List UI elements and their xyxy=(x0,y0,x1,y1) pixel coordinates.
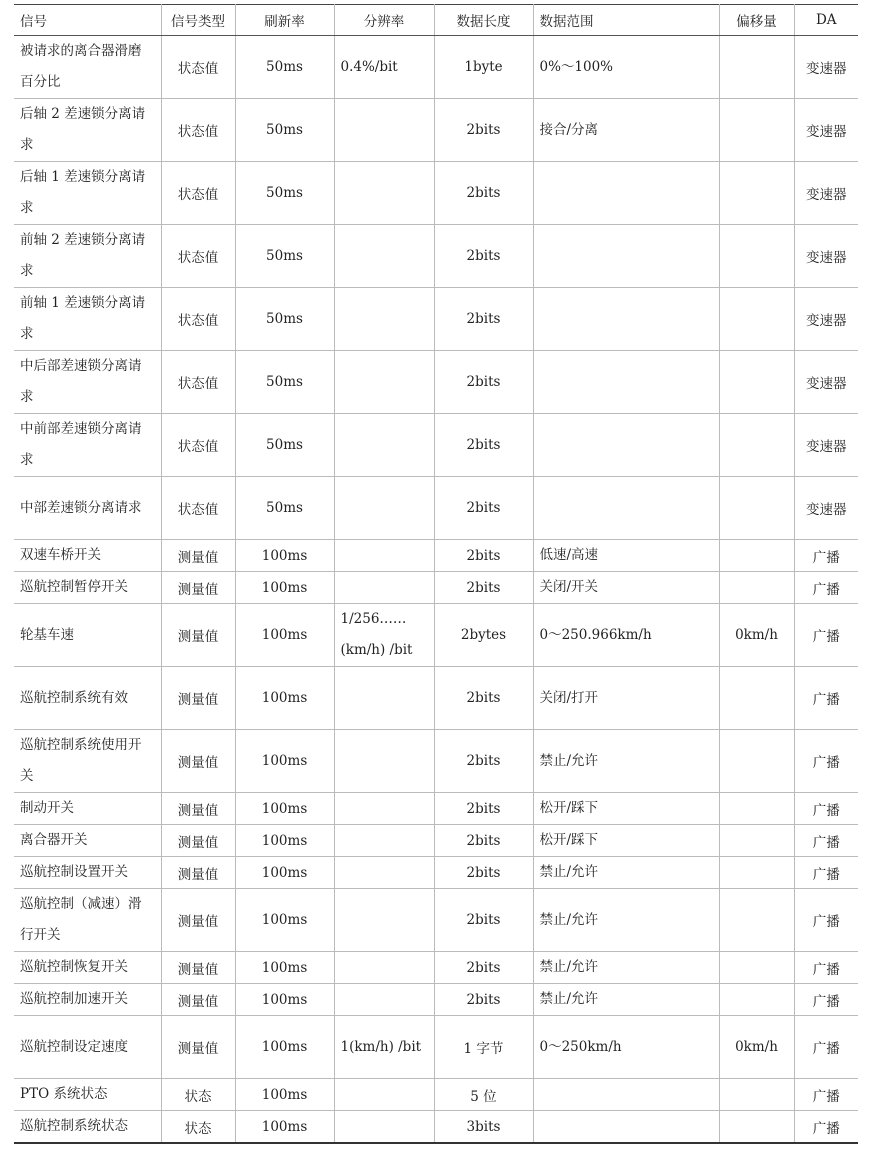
cell-data-range: 0%～100% xyxy=(533,36,719,99)
cell-refresh-rate: 100ms xyxy=(235,540,334,572)
cell-data-range xyxy=(533,351,719,414)
table-row xyxy=(14,1016,858,1079)
cell-signal-type: 测量值 xyxy=(161,604,235,667)
cell-data-range: 禁止/允许 xyxy=(533,984,719,1016)
cell-da: 变速器 xyxy=(794,351,858,414)
cell-signal-type: 测量值 xyxy=(161,667,235,730)
signal-table-container xyxy=(14,4,858,1144)
cell-data-range xyxy=(533,288,719,351)
cell-offset xyxy=(719,667,794,730)
cell-offset xyxy=(719,540,794,572)
cell-offset xyxy=(719,825,794,857)
table-row xyxy=(14,604,858,667)
cell-da: 广播 xyxy=(794,604,858,667)
cell-resolution xyxy=(334,667,434,730)
cell-data-length: 2bits xyxy=(434,730,533,793)
cell-offset xyxy=(719,414,794,477)
signal-table xyxy=(14,4,858,1144)
cell-offset xyxy=(719,952,794,984)
cell-signal: PTO 系统状态 xyxy=(20,1086,108,1102)
cell-signal: 巡航控制系统使用开关 xyxy=(20,737,142,784)
cell-refresh-rate: 100ms xyxy=(235,952,334,984)
cell-data-range: 低速/高速 xyxy=(533,540,719,572)
cell-signal-type: 状态值 xyxy=(161,162,235,225)
table-row xyxy=(14,1111,858,1144)
cell-data-length: 1 字节 xyxy=(434,1016,533,1079)
cell-data-range: 禁止/允许 xyxy=(533,730,719,793)
cell-resolution xyxy=(334,477,434,540)
cell-da: 广播 xyxy=(794,572,858,604)
cell-refresh-rate: 100ms xyxy=(235,857,334,889)
table-row xyxy=(14,162,858,225)
cell-data-length: 2bits xyxy=(434,667,533,730)
cell-refresh-rate: 100ms xyxy=(235,1111,334,1144)
cell-refresh-rate: 100ms xyxy=(235,793,334,825)
cell-refresh-rate: 50ms xyxy=(235,288,334,351)
cell-data-range: 松开/踩下 xyxy=(533,793,719,825)
table-row xyxy=(14,825,858,857)
cell-signal-type: 状态值 xyxy=(161,99,235,162)
cell-resolution xyxy=(334,889,434,952)
cell-signal: 双速车桥开关 xyxy=(20,547,101,563)
cell-signal-type: 测量值 xyxy=(161,793,235,825)
cell-resolution xyxy=(334,572,434,604)
cell-refresh-rate: 100ms xyxy=(235,572,334,604)
cell-data-length: 2bits xyxy=(434,572,533,604)
cell-data-length: 2bits xyxy=(434,477,533,540)
cell-da: 广播 xyxy=(794,667,858,730)
cell-data-range: 禁止/允许 xyxy=(533,952,719,984)
cell-resolution xyxy=(334,984,434,1016)
table-row xyxy=(14,540,858,572)
cell-offset xyxy=(719,225,794,288)
cell-data-length: 2bits xyxy=(434,288,533,351)
table-row xyxy=(14,351,858,414)
cell-refresh-rate: 50ms xyxy=(235,36,334,99)
cell-da: 广播 xyxy=(794,889,858,952)
cell-refresh-rate: 50ms xyxy=(235,99,334,162)
cell-data-range: 禁止/允许 xyxy=(533,889,719,952)
table-row xyxy=(14,793,858,825)
cell-signal: 巡航控制恢复开关 xyxy=(20,959,128,975)
cell-data-length: 2bits xyxy=(434,825,533,857)
cell-data-length: 2bits xyxy=(434,540,533,572)
header-da: DA xyxy=(794,5,858,36)
cell-signal-type: 状态 xyxy=(161,1079,235,1111)
cell-resolution xyxy=(334,288,434,351)
cell-refresh-rate: 100ms xyxy=(235,825,334,857)
cell-signal-type: 测量值 xyxy=(161,572,235,604)
cell-signal: 巡航控制（减速）滑行开关 xyxy=(20,896,142,943)
cell-signal: 巡航控制系统有效 xyxy=(20,689,128,706)
cell-offset xyxy=(719,288,794,351)
cell-refresh-rate: 50ms xyxy=(235,351,334,414)
table-row xyxy=(14,857,858,889)
table-row xyxy=(14,225,858,288)
cell-resolution xyxy=(334,225,434,288)
cell-refresh-rate: 50ms xyxy=(235,225,334,288)
cell-data-length: 2bits xyxy=(434,99,533,162)
cell-resolution xyxy=(334,730,434,793)
cell-signal-type: 状态 xyxy=(161,1111,235,1144)
cell-offset xyxy=(719,351,794,414)
cell-offset xyxy=(719,730,794,793)
cell-offset xyxy=(719,572,794,604)
cell-da: 广播 xyxy=(794,984,858,1016)
cell-data-range: 接合/分离 xyxy=(533,99,719,162)
cell-resolution xyxy=(334,162,434,225)
cell-signal: 前轴 1 差速锁分离请求 xyxy=(20,295,146,342)
cell-resolution xyxy=(334,793,434,825)
cell-signal: 中部差速锁分离请求 xyxy=(20,499,142,516)
cell-offset xyxy=(719,857,794,889)
cell-resolution xyxy=(334,1079,434,1111)
cell-da: 广播 xyxy=(794,825,858,857)
header-signal: 信号 xyxy=(14,5,161,36)
table-row xyxy=(14,477,858,540)
cell-signal-type: 测量值 xyxy=(161,825,235,857)
cell-signal-type: 状态值 xyxy=(161,225,235,288)
cell-offset xyxy=(719,889,794,952)
cell-da: 广播 xyxy=(794,857,858,889)
cell-resolution: 1/256……(km/h) /bit xyxy=(334,604,434,667)
cell-resolution xyxy=(334,540,434,572)
cell-signal: 中后部差速锁分离请求 xyxy=(20,358,142,405)
cell-data-range: 松开/踩下 xyxy=(533,825,719,857)
cell-signal: 巡航控制暂停开关 xyxy=(20,579,128,595)
table-row xyxy=(14,414,858,477)
cell-data-range: 关闭/开关 xyxy=(533,572,719,604)
cell-signal: 轮基车速 xyxy=(20,626,74,643)
cell-signal-type: 测量值 xyxy=(161,952,235,984)
cell-offset xyxy=(719,793,794,825)
cell-resolution xyxy=(334,1111,434,1144)
cell-offset xyxy=(719,162,794,225)
cell-data-length: 2bits xyxy=(434,984,533,1016)
table-row xyxy=(14,1079,858,1111)
header-resolution: 分辨率 xyxy=(334,5,434,36)
cell-resolution xyxy=(334,414,434,477)
cell-refresh-rate: 100ms xyxy=(235,1079,334,1111)
table-header-row xyxy=(14,5,858,36)
cell-da: 广播 xyxy=(794,540,858,572)
cell-offset xyxy=(719,477,794,540)
cell-signal-type: 测量值 xyxy=(161,730,235,793)
cell-data-length: 2bits xyxy=(434,889,533,952)
cell-data-range xyxy=(533,225,719,288)
cell-da: 变速器 xyxy=(794,288,858,351)
cell-refresh-rate: 100ms xyxy=(235,889,334,952)
cell-signal: 后轴 2 差速锁分离请求 xyxy=(20,106,146,153)
header-signal-type: 信号类型 xyxy=(161,5,235,36)
cell-data-range xyxy=(533,1079,719,1111)
table-row xyxy=(14,36,858,99)
cell-signal: 巡航控制加速开关 xyxy=(20,991,128,1007)
table-row xyxy=(14,667,858,730)
cell-data-range xyxy=(533,414,719,477)
cell-da: 广播 xyxy=(794,1016,858,1079)
cell-da: 变速器 xyxy=(794,414,858,477)
cell-refresh-rate: 100ms xyxy=(235,667,334,730)
cell-da: 变速器 xyxy=(794,36,858,99)
cell-da: 变速器 xyxy=(794,225,858,288)
cell-refresh-rate: 100ms xyxy=(235,984,334,1016)
cell-resolution xyxy=(334,952,434,984)
table-row xyxy=(14,572,858,604)
cell-resolution xyxy=(334,857,434,889)
cell-data-range: 禁止/允许 xyxy=(533,857,719,889)
cell-resolution xyxy=(334,99,434,162)
table-row xyxy=(14,889,858,952)
cell-data-range: 0～250km/h xyxy=(533,1016,719,1079)
cell-signal: 前轴 2 差速锁分离请求 xyxy=(20,232,146,279)
cell-signal-type: 测量值 xyxy=(161,540,235,572)
cell-signal: 巡航控制系统状态 xyxy=(20,1118,128,1134)
cell-data-length: 2bits xyxy=(434,857,533,889)
cell-signal-type: 测量值 xyxy=(161,1016,235,1079)
cell-da: 变速器 xyxy=(794,162,858,225)
table-row xyxy=(14,288,858,351)
cell-da: 广播 xyxy=(794,1111,858,1144)
cell-offset: 0km/h xyxy=(719,604,794,667)
cell-offset xyxy=(719,36,794,99)
cell-refresh-rate: 50ms xyxy=(235,477,334,540)
cell-signal: 巡航控制设定速度 xyxy=(20,1038,128,1055)
cell-data-length: 2bits xyxy=(434,351,533,414)
table-row xyxy=(14,730,858,793)
cell-resolution: 1(km/h) /bit xyxy=(334,1016,434,1079)
cell-data-range xyxy=(533,477,719,540)
cell-signal: 中前部差速锁分离请求 xyxy=(20,421,142,468)
header-data-length: 数据长度 xyxy=(434,5,533,36)
cell-data-length: 2bits xyxy=(434,162,533,225)
cell-da: 变速器 xyxy=(794,477,858,540)
header-refresh-rate: 刷新率 xyxy=(235,5,334,36)
cell-data-length: 5 位 xyxy=(434,1079,533,1111)
cell-offset xyxy=(719,1111,794,1144)
cell-data-length: 2bits xyxy=(434,414,533,477)
cell-signal-type: 状态值 xyxy=(161,351,235,414)
cell-data-length: 1byte xyxy=(434,36,533,99)
header-data-range: 数据范围 xyxy=(533,5,719,36)
cell-resolution: 0.4%/bit xyxy=(334,36,434,99)
cell-signal-type: 状态值 xyxy=(161,477,235,540)
cell-data-range: 关闭/打开 xyxy=(533,667,719,730)
header-offset: 偏移量 xyxy=(719,5,794,36)
cell-signal-type: 状态值 xyxy=(161,414,235,477)
cell-data-length: 2bits xyxy=(434,793,533,825)
cell-refresh-rate: 50ms xyxy=(235,414,334,477)
cell-signal-type: 状态值 xyxy=(161,288,235,351)
cell-da: 广播 xyxy=(794,730,858,793)
cell-data-length: 2bits xyxy=(434,952,533,984)
cell-offset xyxy=(719,99,794,162)
cell-da: 广播 xyxy=(794,1079,858,1111)
cell-data-length: 3bits xyxy=(434,1111,533,1144)
cell-offset xyxy=(719,984,794,1016)
cell-refresh-rate: 100ms xyxy=(235,1016,334,1079)
cell-data-length: 2bits xyxy=(434,225,533,288)
cell-da: 变速器 xyxy=(794,99,858,162)
cell-resolution xyxy=(334,351,434,414)
cell-da: 广播 xyxy=(794,952,858,984)
cell-data-range xyxy=(533,1111,719,1144)
cell-signal-type: 测量值 xyxy=(161,857,235,889)
cell-signal: 被请求的离合器滑磨百分比 xyxy=(20,43,142,90)
table-row xyxy=(14,952,858,984)
cell-data-range: 0～250.966km/h xyxy=(533,604,719,667)
cell-signal: 巡航控制设置开关 xyxy=(20,864,128,880)
cell-data-length: 2bytes xyxy=(434,604,533,667)
cell-signal-type: 测量值 xyxy=(161,984,235,1016)
table-row xyxy=(14,984,858,1016)
cell-signal-type: 测量值 xyxy=(161,889,235,952)
cell-data-range xyxy=(533,162,719,225)
cell-signal: 后轴 1 差速锁分离请求 xyxy=(20,169,146,216)
cell-refresh-rate: 100ms xyxy=(235,604,334,667)
cell-signal: 制动开关 xyxy=(20,800,74,816)
cell-offset xyxy=(719,1079,794,1111)
cell-signal: 离合器开关 xyxy=(20,832,88,848)
cell-refresh-rate: 50ms xyxy=(235,162,334,225)
table-row xyxy=(14,99,858,162)
cell-signal-type: 状态值 xyxy=(161,36,235,99)
cell-refresh-rate: 100ms xyxy=(235,730,334,793)
cell-offset: 0km/h xyxy=(719,1016,794,1079)
cell-da: 广播 xyxy=(794,793,858,825)
cell-resolution xyxy=(334,825,434,857)
